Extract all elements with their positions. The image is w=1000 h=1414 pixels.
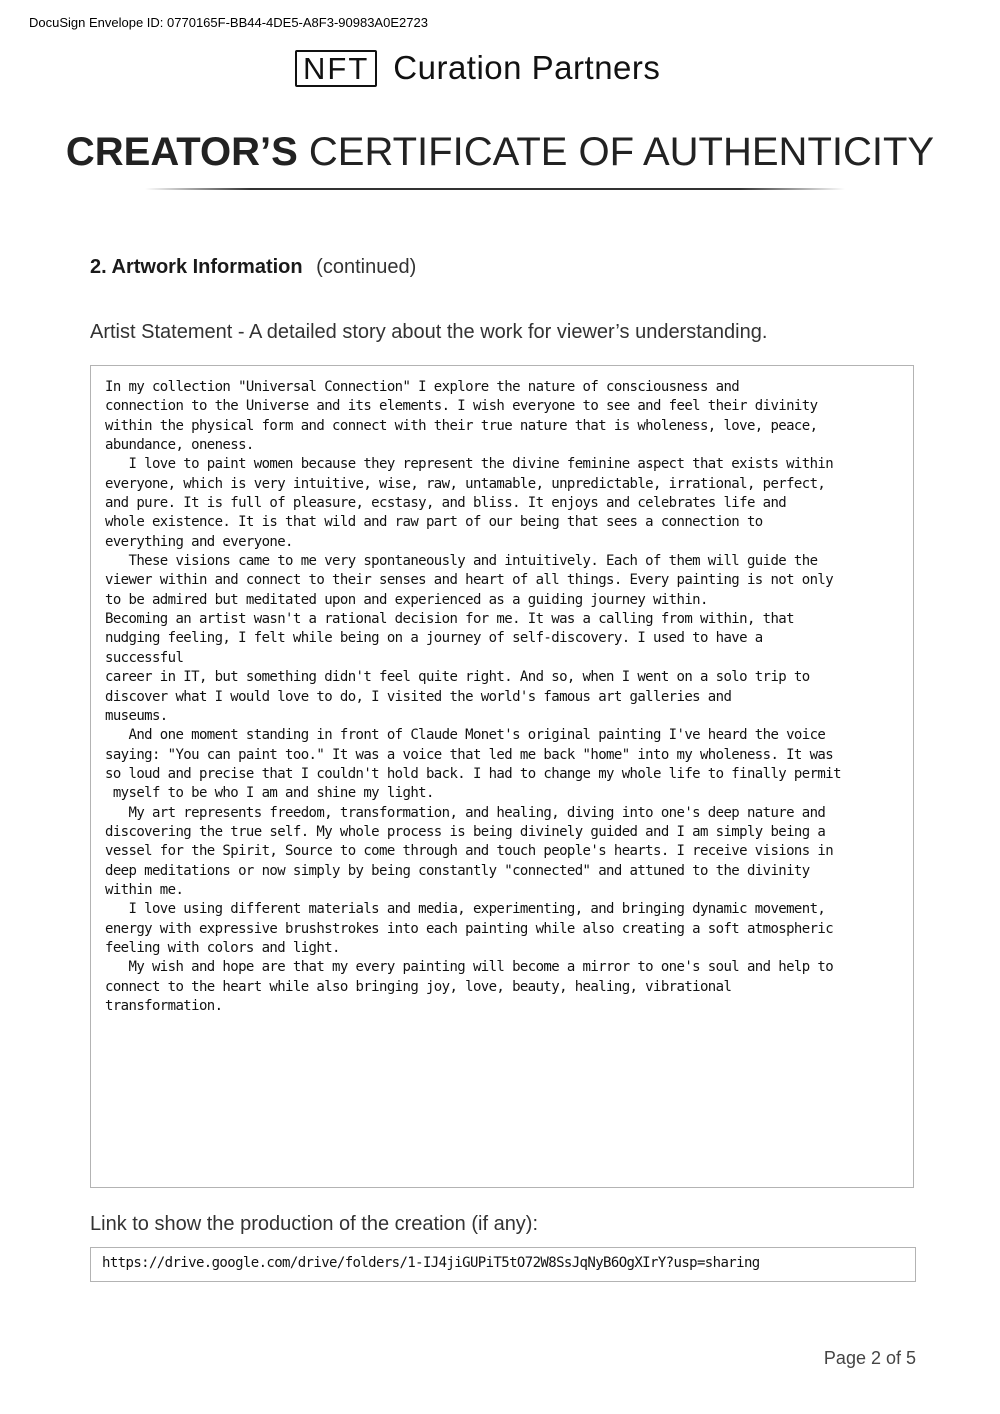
page-title-bold: CREATOR’S bbox=[65, 130, 298, 174]
production-link-value: https://drive.google.com/drive/folders/1-IJ4jiGUPiT5tO72W8SsJqNyB6OgXIrY?usp=sharing bbox=[102, 1255, 760, 1271]
section-heading bbox=[90, 256, 416, 279]
title-divider bbox=[145, 188, 845, 190]
artist-statement-text: In my collection "Universal Connection" I explore the nature of consciousness and connection to the Universe and its elements. I wish everyone to see and feel their divinity within the physical form and connect with their true nature that is wholeness, love, peace, abundance, oneness. I love to paint women because they represent the divine feminine aspect that exists within everyone, which is very intuitive, wise, raw, untamable, unpredictable, irrational, perfect, and pure. It is full of pleasure, ecstasy, and bliss. It enjoys and celebrates life and whole existence. It is that wild and raw part of our being that sees a connection to everything and everyone. These visions came to me very spontaneously and intuitively. Each of them will guide the viewer within and connect to their senses and heart of all things. Every painting is not only to be admired but meditated upon and experienced as a guiding journey within. Becoming an artist wasn't a rational decision for me. It was a calling from within, that nudging feeling, I felt while being on a journey of self-discovery. I used to have a successful career in IT, but something didn't feel quite right. And so, when I went on a solo trip to discover what I would love to do, I visited the world's famous art galleries and museums. And one moment standing in front of Claude Monet's original painting I've heard the voice saying: "You can paint too." It was a voice that led me back "home" into my wholeness. It was so loud and precise that I couldn't hold back. I had to change my whole life to finally permit myself to be who I am and shine my light. My art represents freedom, transformation, and healing, diving into one's deep nature and discovering the true self. My whole process is being divinely guided and I am simply being a vessel for the Spirit, Source to come through and touch people's hearts. I receive visions in deep meditations or now simply by being constantly "connected" and attuned to the divinity within me. I love using different materials and media, experimenting, and bringing dynamic movement, energy with expressive brushstrokes into each painting while also creating a soft atmospheric feeling with colors and light. My wish and hope are that my every painting will become a mirror to one's soul and help to connect to the heart while also bringing joy, love, beauty, healing, vibrational transformation. bbox=[105, 379, 841, 1014]
page-number: Page 2 of 5 bbox=[823, 1348, 916, 1368]
artist-statement-field[interactable] bbox=[90, 365, 914, 1188]
page-title-light: CERTIFICATE OF AUTHENTICITY bbox=[308, 130, 935, 174]
production-link-field[interactable] bbox=[90, 1247, 916, 1282]
page-title bbox=[0, 130, 1000, 175]
logo-wordmark: Curation Partners bbox=[393, 49, 661, 86]
section-heading-suffix: (continued) bbox=[316, 256, 417, 278]
artist-statement-label: Artist Statement - A detailed story about the work for viewer’s understanding. bbox=[90, 321, 768, 343]
docusign-envelope-id: DocuSign Envelope ID: 0770165F-BB44-4DE5-A8F3-90983A0E2723 bbox=[29, 15, 428, 30]
logo-nft-box: NFT bbox=[295, 50, 377, 87]
production-link-label: Link to show the production of the creation (if any): bbox=[90, 1213, 539, 1235]
section-heading-title: 2. Artwork Information bbox=[90, 256, 303, 278]
nft-curation-partners-logo bbox=[295, 49, 660, 87]
